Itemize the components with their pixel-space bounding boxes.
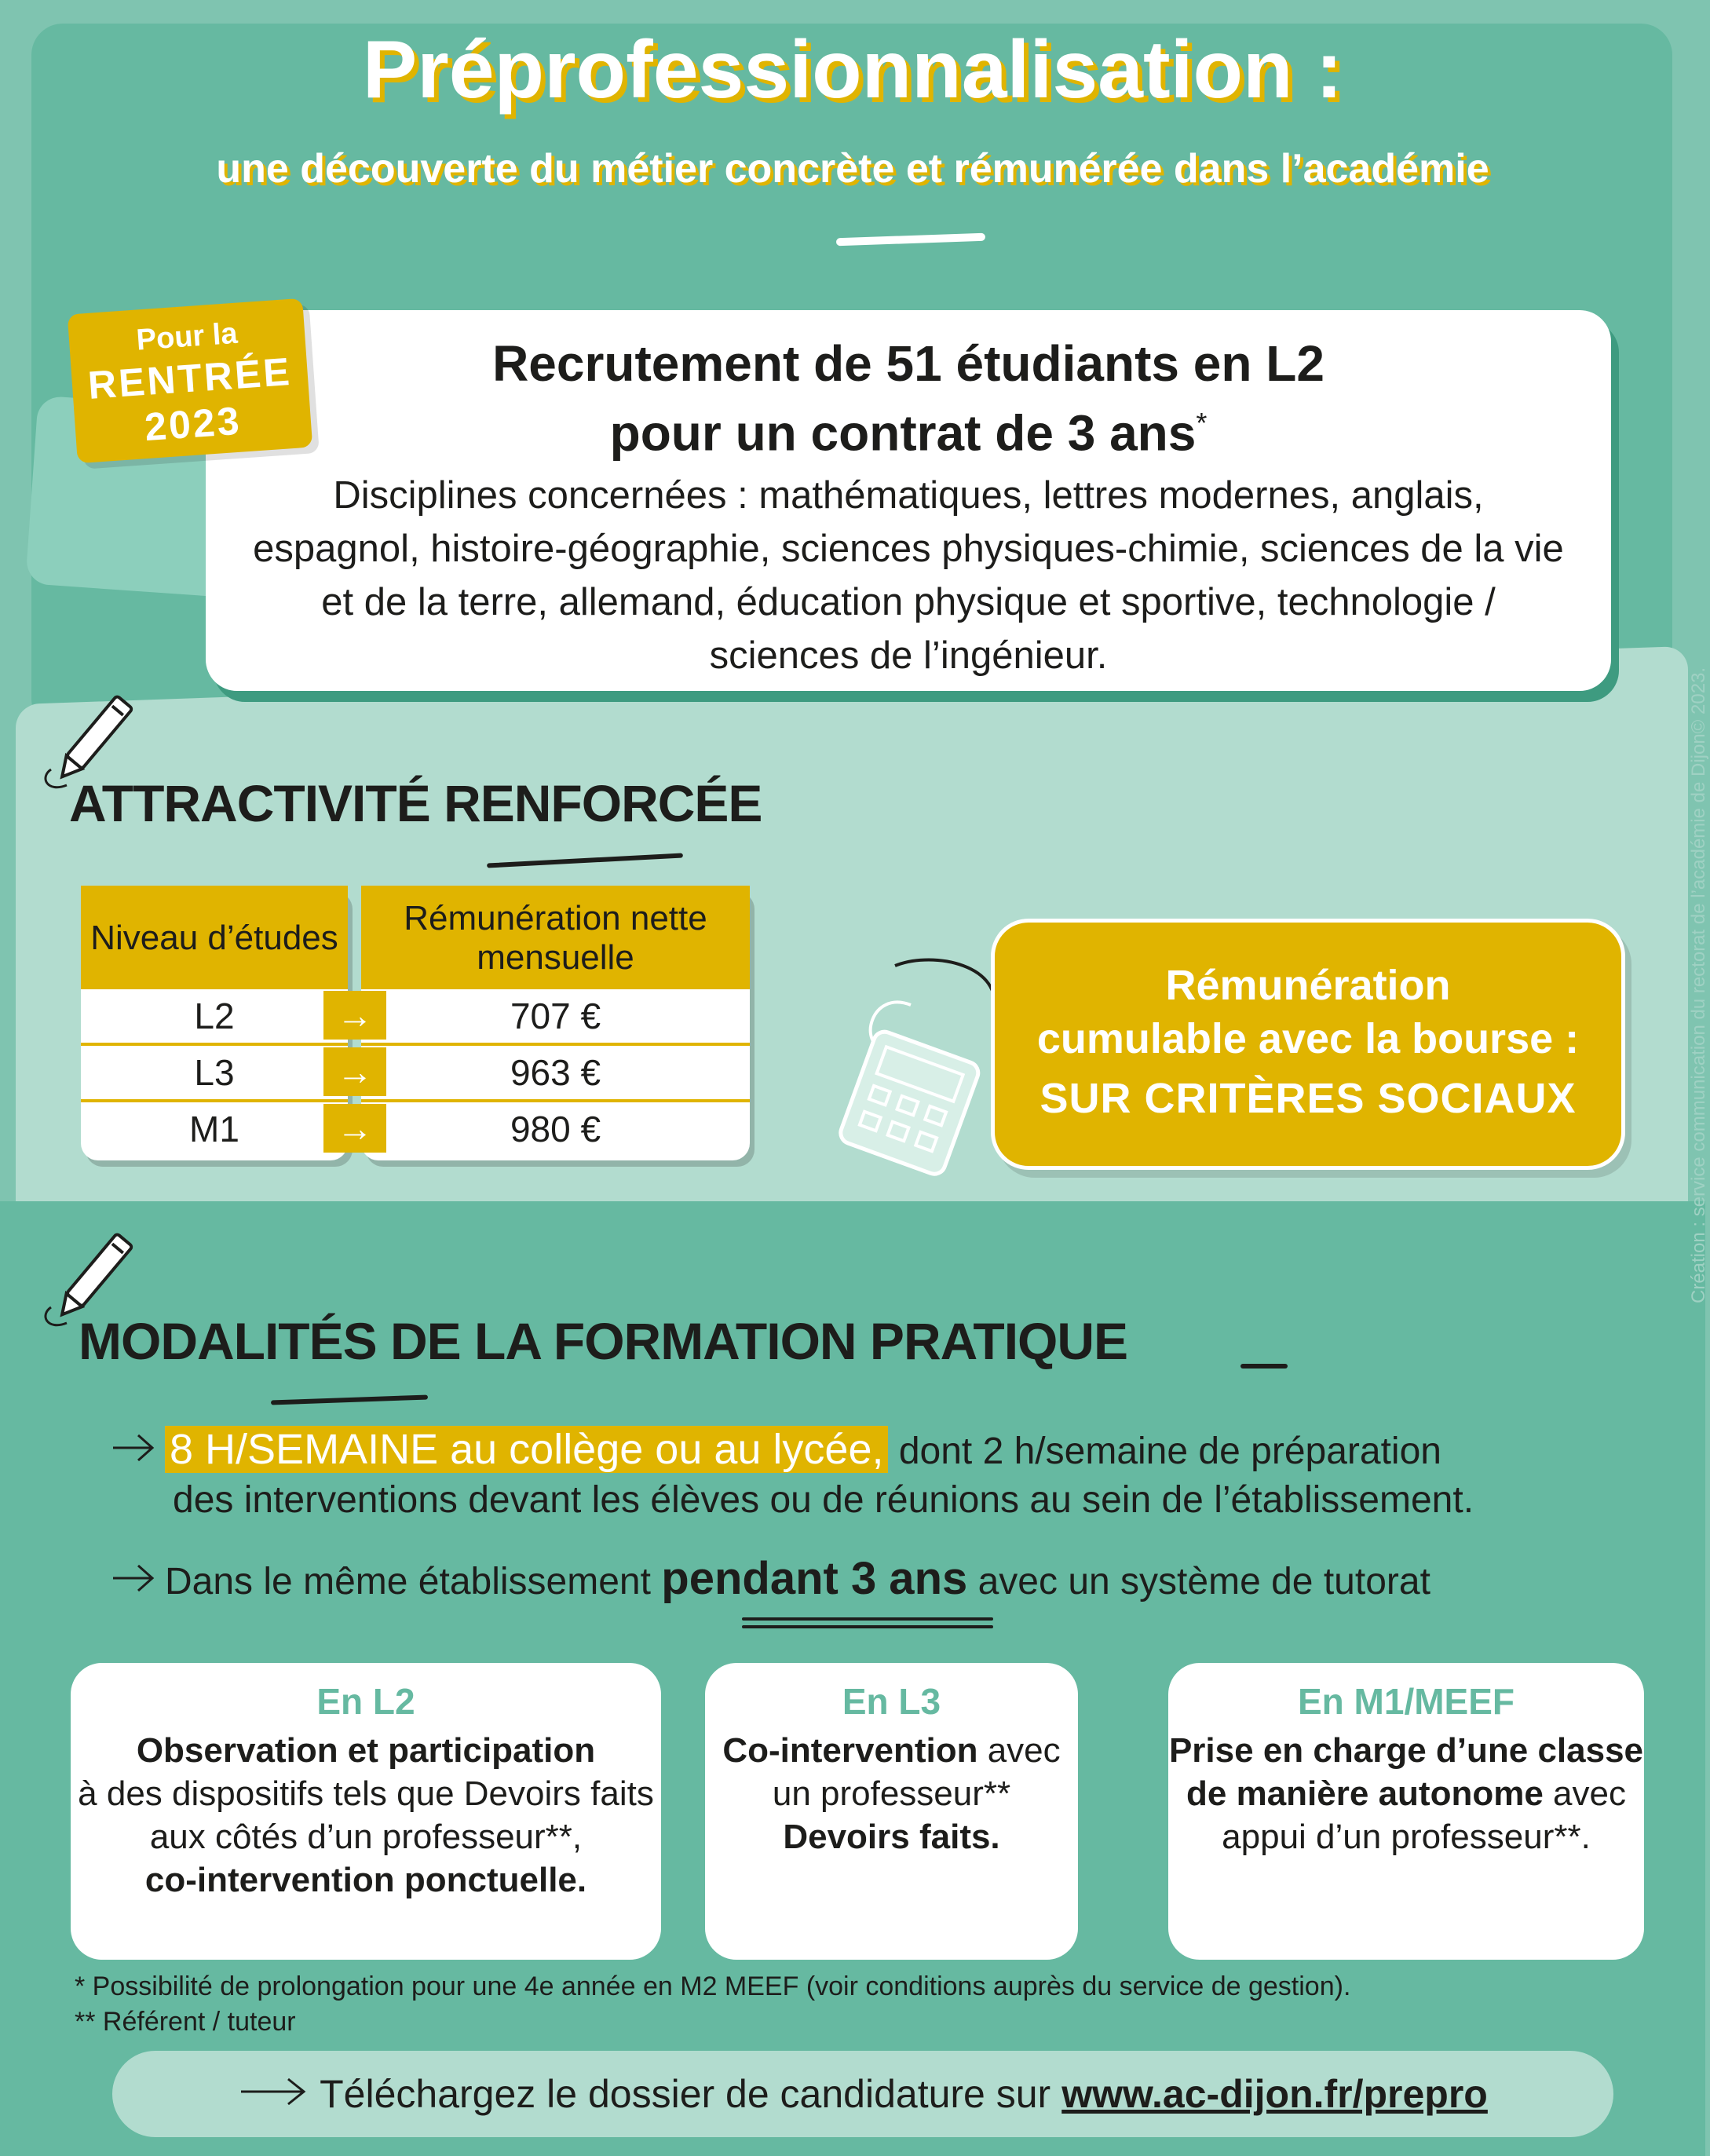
- card-body: [1168, 1729, 1644, 1858]
- duration-underline: [742, 1625, 993, 1628]
- bullet-hours: [110, 1425, 1649, 1525]
- credit-text: Création : service communication du rectorat de l’académie de Dijon© 2023.: [1688, 667, 1709, 1303]
- hours-highlight: 8 H/SEMAINE au collège ou au lycée,: [165, 1426, 888, 1473]
- card-text: avec un professeur**: [772, 1731, 1061, 1813]
- arrow-right-icon: [110, 1427, 165, 1476]
- download-text: Téléchargez le dossier de candidature sur: [320, 2072, 1051, 2116]
- bourse-callout: [991, 919, 1625, 1170]
- tutorat-post: avec un système de tutorat: [967, 1561, 1430, 1602]
- contract-text: pour un contrat de 3 ans: [609, 404, 1197, 462]
- card-m1-meef: [1168, 1663, 1644, 1960]
- card-bold: Prise en charge d’une classe de manière autonome: [1168, 1731, 1644, 1813]
- salary-cell: 963 €: [361, 1043, 750, 1099]
- card-title: En L2: [316, 1681, 415, 1722]
- level-cell: M1: [81, 1099, 348, 1156]
- badge-line-3: 2023: [143, 398, 243, 450]
- card-text: avec appui d’un professeur**.: [1222, 1774, 1626, 1856]
- card-l3: [705, 1663, 1078, 1960]
- badge-line-1: Pour la: [135, 316, 239, 357]
- download-link[interactable]: www.ac-dijon.fr/prepro: [1061, 2072, 1488, 2116]
- card-body: [71, 1729, 661, 1902]
- disciplines-text: Disciplines concernées : mathématiques, lettres modernes, anglais, espagnol, histoire-géographie, sciences physiques-chimie, sciences de la vie et de la terre, allemand, éducation physique et sportive, technologie / sciences de l’ingénieur.: [253, 474, 1564, 678]
- callout-line-3: SUR CRITÈRES SOCIAUX: [1040, 1075, 1577, 1122]
- salary-cell: 707 €: [361, 986, 750, 1043]
- attractivite-title: ATTRACTIVITÉ RENFORCÉE: [69, 774, 762, 832]
- bullet-tutorat: [110, 1555, 1649, 1606]
- level-table: [81, 886, 348, 1160]
- salary-table: [361, 886, 750, 1160]
- badge-line-2: RENTRÉE: [86, 349, 294, 408]
- rentree-badge: [68, 298, 313, 463]
- recruitment-headline: Recrutement de 51 étudiants en L2: [492, 335, 1325, 392]
- arrow-right-icon: →: [323, 1104, 386, 1153]
- contract-asterisk: *: [1196, 407, 1208, 439]
- salary-header: Rémunération nette mensuelle: [361, 886, 750, 986]
- pencil-icon: [35, 1221, 145, 1339]
- footnote-prolongation: * Possibilité de prolongation pour une 4e année en M2 MEEF (voir conditions auprès du service de gestion).: [75, 1971, 1351, 2001]
- callout-line-1: Rémunération: [1165, 962, 1451, 1009]
- card-body: [705, 1729, 1078, 1858]
- card-title: En L3: [842, 1681, 941, 1722]
- arrow-right-icon: [238, 2071, 309, 2117]
- calculator-icon: [824, 997, 997, 1178]
- page-title: Préprofessionnalisation :: [362, 24, 1343, 115]
- arrow-right-icon: →: [323, 991, 386, 1040]
- tutorat-pre: Dans le même établissement: [165, 1561, 662, 1602]
- section-dash: [1240, 1364, 1288, 1369]
- hours-detail: dont 2 h/semaine de préparation: [888, 1431, 1441, 1472]
- recruitment-contract: [206, 393, 1611, 462]
- salary-cell: 980 €: [361, 1099, 750, 1156]
- callout-line-2: cumulable avec la bourse :: [1036, 1015, 1580, 1062]
- tutorat-duration: pendant 3 ans: [661, 1553, 968, 1604]
- card-text: à des dispositifs tels que Devoirs faits aux côtés d’un professeur**,: [78, 1774, 654, 1856]
- duration-underline: [742, 1617, 993, 1621]
- card-l2: [71, 1663, 661, 1960]
- level-cell: L3: [81, 1043, 348, 1099]
- arrow-right-icon: [110, 1558, 165, 1606]
- card-bold: Observation et participation: [136, 1731, 596, 1770]
- card-bold: Devoirs faits.: [783, 1818, 1000, 1856]
- download-banner: [112, 2051, 1613, 2137]
- card-title: En M1/MEEF: [1297, 1681, 1515, 1722]
- page-subtitle: une découverte du métier concrète et rémunérée dans l’académie: [216, 146, 1489, 192]
- card-bold: Co-intervention: [722, 1731, 978, 1770]
- pencil-icon: [35, 683, 145, 801]
- level-cell: L2: [81, 986, 348, 1043]
- arrow-column: [323, 991, 386, 1160]
- modalites-title: MODALITÉS DE LA FORMATION PRATIQUE: [79, 1312, 1128, 1370]
- hours-detail-line2: des interventions devant les élèves ou de réunions au sein de l’établissement.: [173, 1479, 1474, 1521]
- arrow-right-icon: →: [323, 1047, 386, 1096]
- card-bold: co-intervention ponctuelle.: [144, 1861, 587, 1899]
- footnote-referent: ** Référent / tuteur: [75, 2007, 296, 2037]
- recruitment-card: [206, 310, 1611, 691]
- level-header: Niveau d’études: [81, 886, 348, 986]
